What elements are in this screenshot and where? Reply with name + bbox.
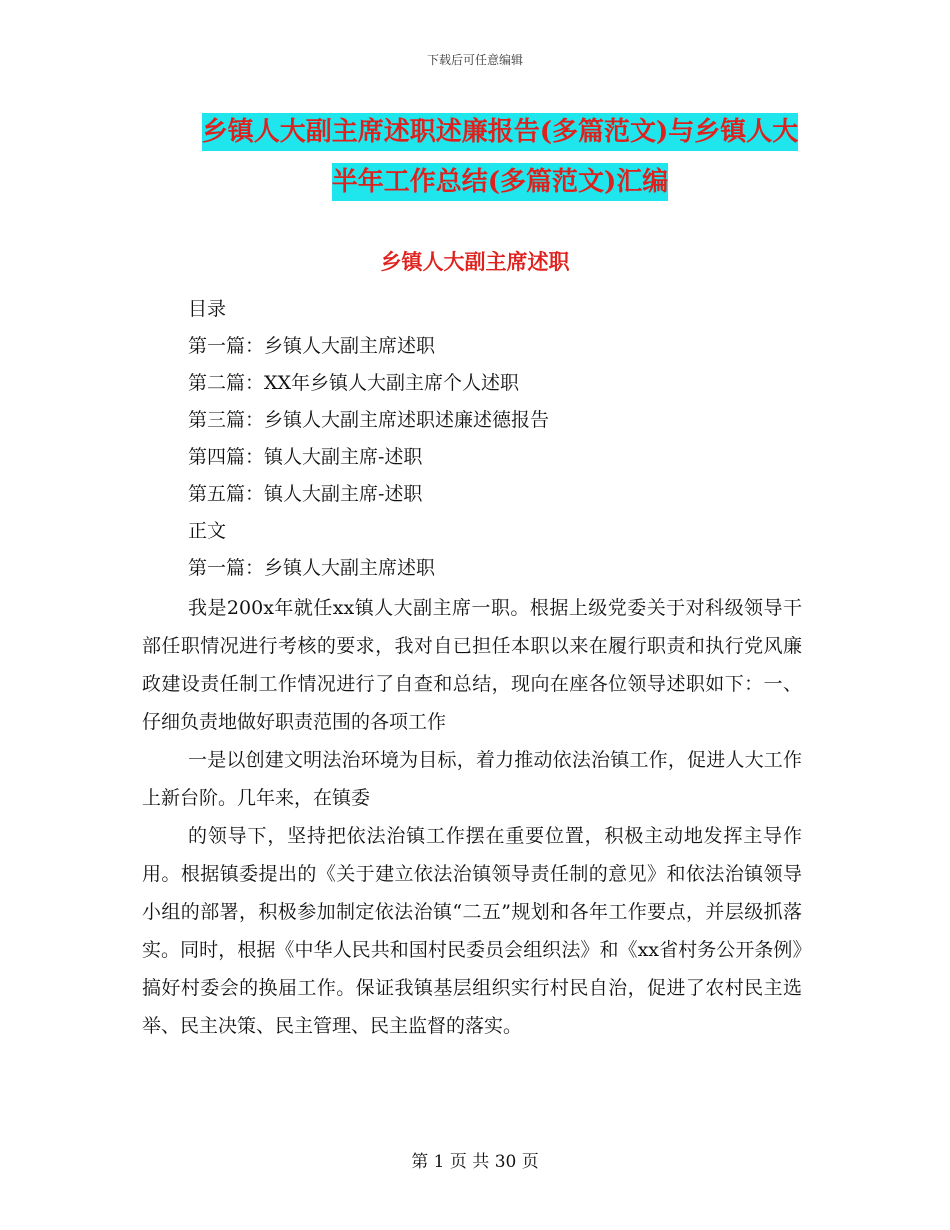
- page-header-note: 下载后可任意编辑: [426, 53, 523, 67]
- body-paragraph: 一是以创建文明法治环境为目标，着力推动依法治镇工作，促进人大工作上新台阶。几年来，在镇委: [142, 749, 802, 809]
- page-footer: 第 1 页 共 30 页: [411, 1152, 539, 1172]
- toc-item: 第五篇：镇人大副主席-述职: [188, 483, 423, 505]
- document-title-line-2: 半年工作总结(多篇范文)汇编: [332, 163, 669, 201]
- document-title: [120, 107, 880, 207]
- body-label: 正文: [188, 520, 227, 542]
- first-article-heading: 第一篇：乡镇人大副主席述职: [188, 557, 436, 579]
- section-heading: 乡镇人大副主席述职: [380, 249, 570, 274]
- document-title-line-1: 乡镇人大副主席述职述廉报告(多篇范文)与乡镇人大: [202, 113, 799, 151]
- toc-label: 目录: [188, 298, 227, 320]
- body-text: [142, 589, 802, 1045]
- toc-item: 第二篇：XX年乡镇人大副主席个人述职: [188, 372, 520, 394]
- table-of-contents: [188, 291, 848, 587]
- body-paragraph: 我是200x年就任xx镇人大副主席一职。根据上级党委关于对科级领导干部任职情况进行考核的要求，我对自已担任本职以来在履行职责和执行党风廉政建设责任制工作情况进行了自查和总结，现向在座各位领导述职如下：一、仔细负责地做好职责范围的各项工作: [142, 597, 802, 733]
- toc-item: 第三篇：乡镇人大副主席述职述廉述德报告: [188, 409, 550, 431]
- toc-item: 第四篇：镇人大副主席-述职: [188, 446, 423, 468]
- toc-item: 第一篇：乡镇人大副主席述职: [188, 335, 436, 357]
- body-paragraph: 的领导下，坚持把依法治镇工作摆在重要位置，积极主动地发挥主导作用。根据镇委提出的《关于建立依法治镇领导责任制的意见》和依法治镇领导小组的部署，积极参加制定依法治镇“二五”规划和各年工作要点，并层级抓落实。同时，根据《中华人民共和国村民委员会组织法》和《xx省村务公开条例》搞好村委会的换届工作。保证我镇基层组织实行村民自治，促进了农村民主选举、民主决策、民主管理、民主监督的落实。: [142, 825, 802, 1037]
